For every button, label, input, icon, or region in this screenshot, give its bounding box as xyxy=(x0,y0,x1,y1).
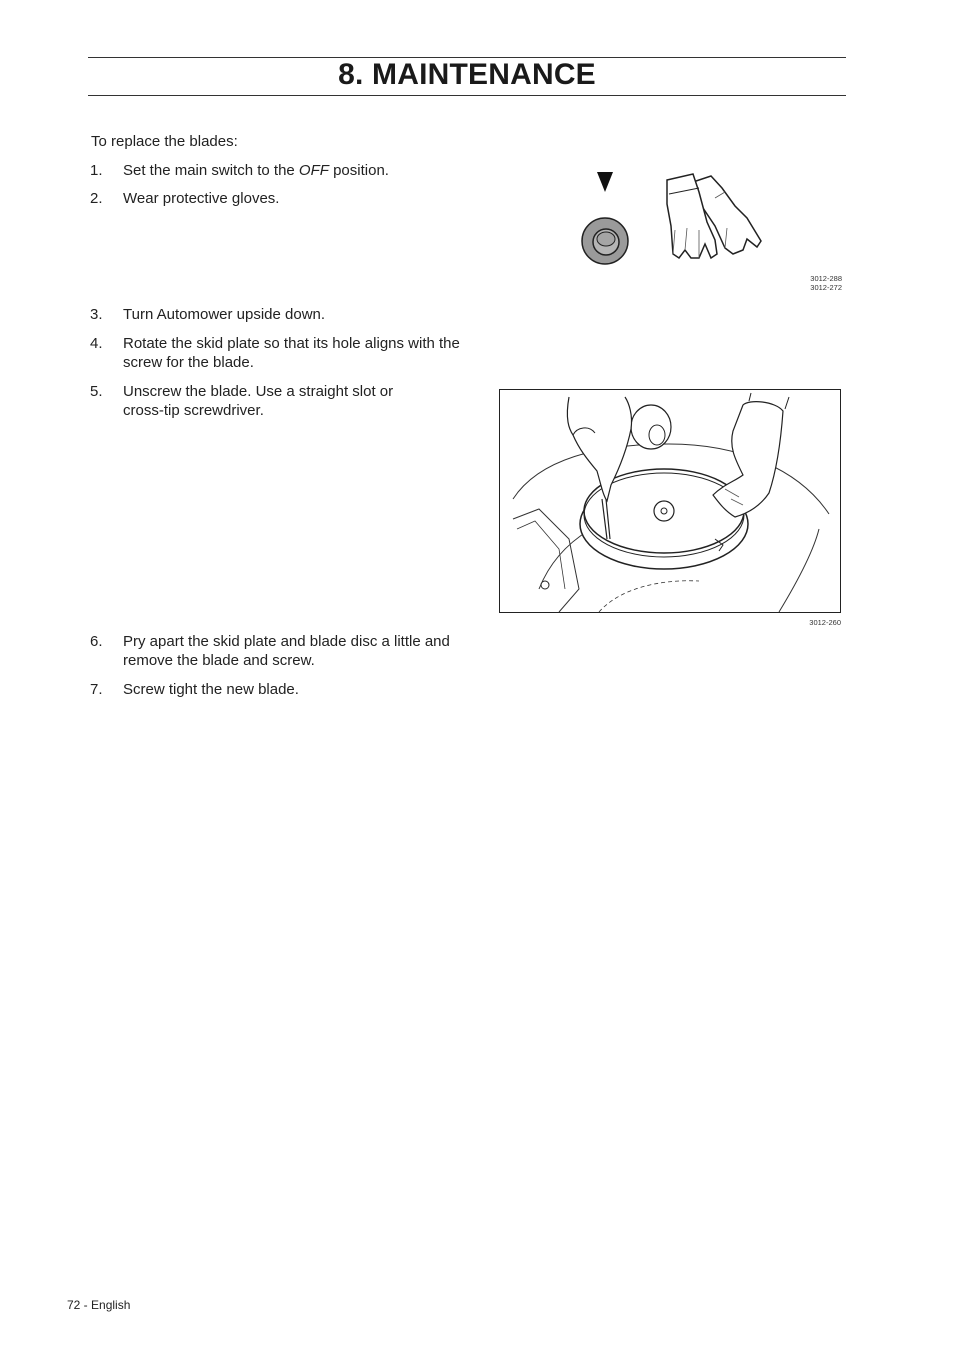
step-text: Rotate the skid plate so that its hole aligns with the screw for the blade. xyxy=(123,335,460,371)
step-number: 5. xyxy=(90,383,103,400)
step-number: 1. xyxy=(90,162,103,179)
header-rule-bottom xyxy=(88,95,846,96)
step-text: Screw tight the new blade. xyxy=(123,681,299,698)
step-number: 2. xyxy=(90,190,103,207)
switch-gloves-illustration xyxy=(575,168,770,268)
step-text: Set the main switch to the OFF position. xyxy=(123,162,389,179)
step-number: 7. xyxy=(90,681,103,698)
step-number: 4. xyxy=(90,335,103,352)
figure-code: 3012-272 xyxy=(810,283,842,292)
page-footer: 72 - English xyxy=(67,1298,131,1312)
step-text: Pry apart the skid plate and blade disc a little and remove the blade and screw. xyxy=(123,633,450,669)
step-number: 3. xyxy=(90,306,103,323)
figure-code: 3012-288 xyxy=(810,274,842,283)
blade-disc-illustration xyxy=(499,389,841,613)
step-text: Wear protective gloves. xyxy=(123,190,280,207)
step-text: Turn Automower upside down. xyxy=(123,306,326,323)
intro-text: To replace the blades: xyxy=(91,133,238,150)
arrow-down-icon xyxy=(597,172,613,192)
page-title: 8. MAINTENANCE xyxy=(338,58,596,91)
step-number: 6. xyxy=(90,633,103,650)
figure-code: 3012-260 xyxy=(809,618,841,627)
step-text: Unscrew the blade. Use a straight slot or cross-tip screwdriver. xyxy=(123,383,394,419)
